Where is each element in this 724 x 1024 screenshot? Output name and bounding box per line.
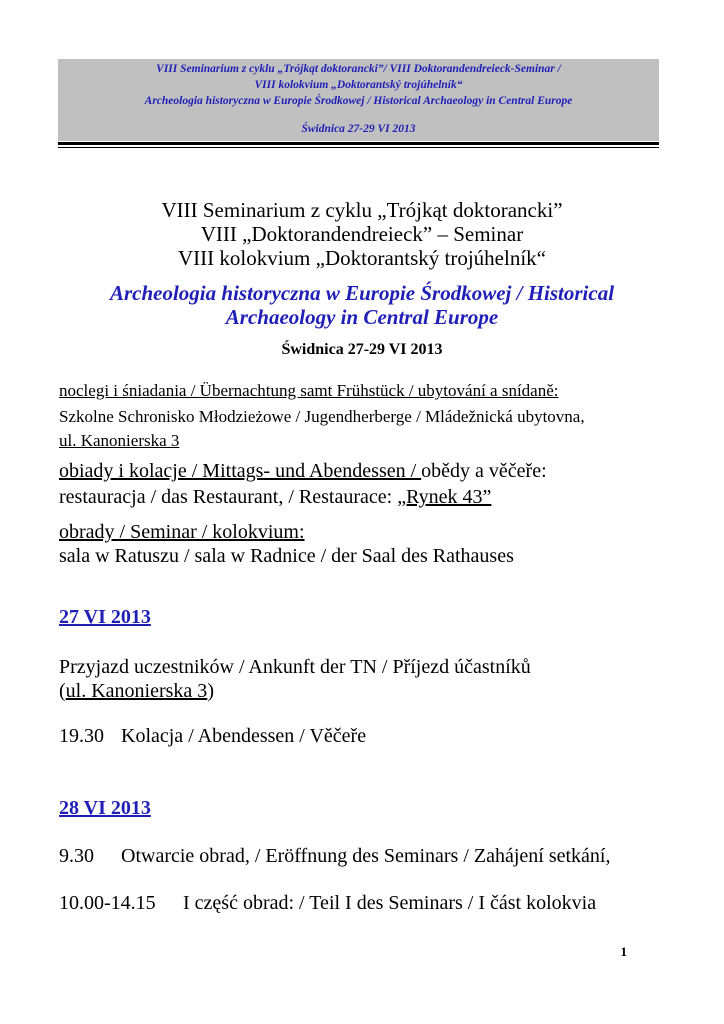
day1-dinner-label: Kolacja / Abendessen / Věčeře: [121, 725, 367, 747]
day1-dinner-time: 19.30: [59, 725, 104, 747]
venue-heading: obrady / Seminar / kolokvium:: [59, 521, 305, 543]
meals-heading-underlined: obiady i kolacje / Mittags- und Abendessen /: [59, 460, 422, 482]
running-header: [58, 59, 659, 141]
meals-heading-rest: obědy a věčeře:: [421, 460, 547, 482]
title-line-3: VIII kolokvium „Doktorantský trojúhelník“: [177, 246, 546, 270]
subtitle-line-2: Archaeology in Central Europe: [225, 305, 499, 329]
day2-session-time: 10.00-14.15: [59, 892, 156, 914]
day2-opening: [59, 845, 610, 868]
header-line-1: VIII Seminarium z cyklu „Trójkąt doktorancki”/ VIII Doktorandendreieck-Seminar /: [156, 63, 561, 75]
title-line-1: VIII Seminarium z cyklu „Trójkąt doktorancki”: [161, 198, 563, 222]
day2-opening-time: 9.30: [59, 845, 94, 867]
restaurant-name: „Rynek 43”: [397, 486, 492, 508]
meals-restaurant-line: [59, 486, 491, 509]
meals-line-prefix: restauracja / das Restaurant, / Restaurace:: [59, 486, 398, 508]
header-line-3: Archeologia historyczna w Europie Środkowej / Historical Archaeology in Central Europe: [144, 95, 573, 107]
meals-heading: [59, 460, 547, 483]
header-rule-thin: [58, 147, 659, 148]
day1-arrival-address: ul. Kanonierska 3: [65, 680, 208, 702]
page-number: 1: [620, 944, 627, 959]
header-line-4: Świdnica 27-29 VI 2013: [301, 123, 416, 135]
day1-arrival-line-2: (ul. Kanonierska 3): [59, 680, 214, 702]
accommodation-address: ul. Kanonierska 3: [59, 431, 180, 450]
event-date: Świdnica 27-29 VI 2013: [281, 341, 443, 358]
day2-opening-label: Otwarcie obrad, / Eröffnung des Seminars / Zahájení setkání,: [121, 845, 611, 867]
title-line-2: VIII „Doktorandendreieck” – Seminar: [200, 222, 524, 246]
accommodation-heading: noclegi i śniadania / Übernachtung samt Frühstück / ubytování a snídaně:: [59, 381, 559, 400]
day1-dinner: [59, 725, 366, 748]
day2-session-label: I część obrad: / Teil I des Seminars / I část kolokvia: [183, 892, 597, 914]
day1-date: 27 VI 2013: [59, 606, 151, 628]
subtitle-line-1: Archeologia historyczna w Europie Środkowej / Historical: [109, 281, 615, 305]
day2-session: [59, 892, 596, 915]
header-line-2: VIII kolokvium „Doktorantský trojúhelník“: [254, 79, 463, 91]
day2-date: 28 VI 2013: [59, 797, 151, 819]
day1-arrival-line-1: Przyjazd uczestników / Ankunft der TN / Příjezd účastníků: [59, 656, 531, 678]
venue-location: sala w Ratuszu / sala w Radnice / der Saal des Rathauses: [59, 545, 514, 567]
header-rule-thick: [58, 142, 659, 145]
accommodation-place: Szkolne Schronisko Młodzieżowe / Jugendherberge / Mládežnická ubytovna,: [59, 407, 585, 426]
